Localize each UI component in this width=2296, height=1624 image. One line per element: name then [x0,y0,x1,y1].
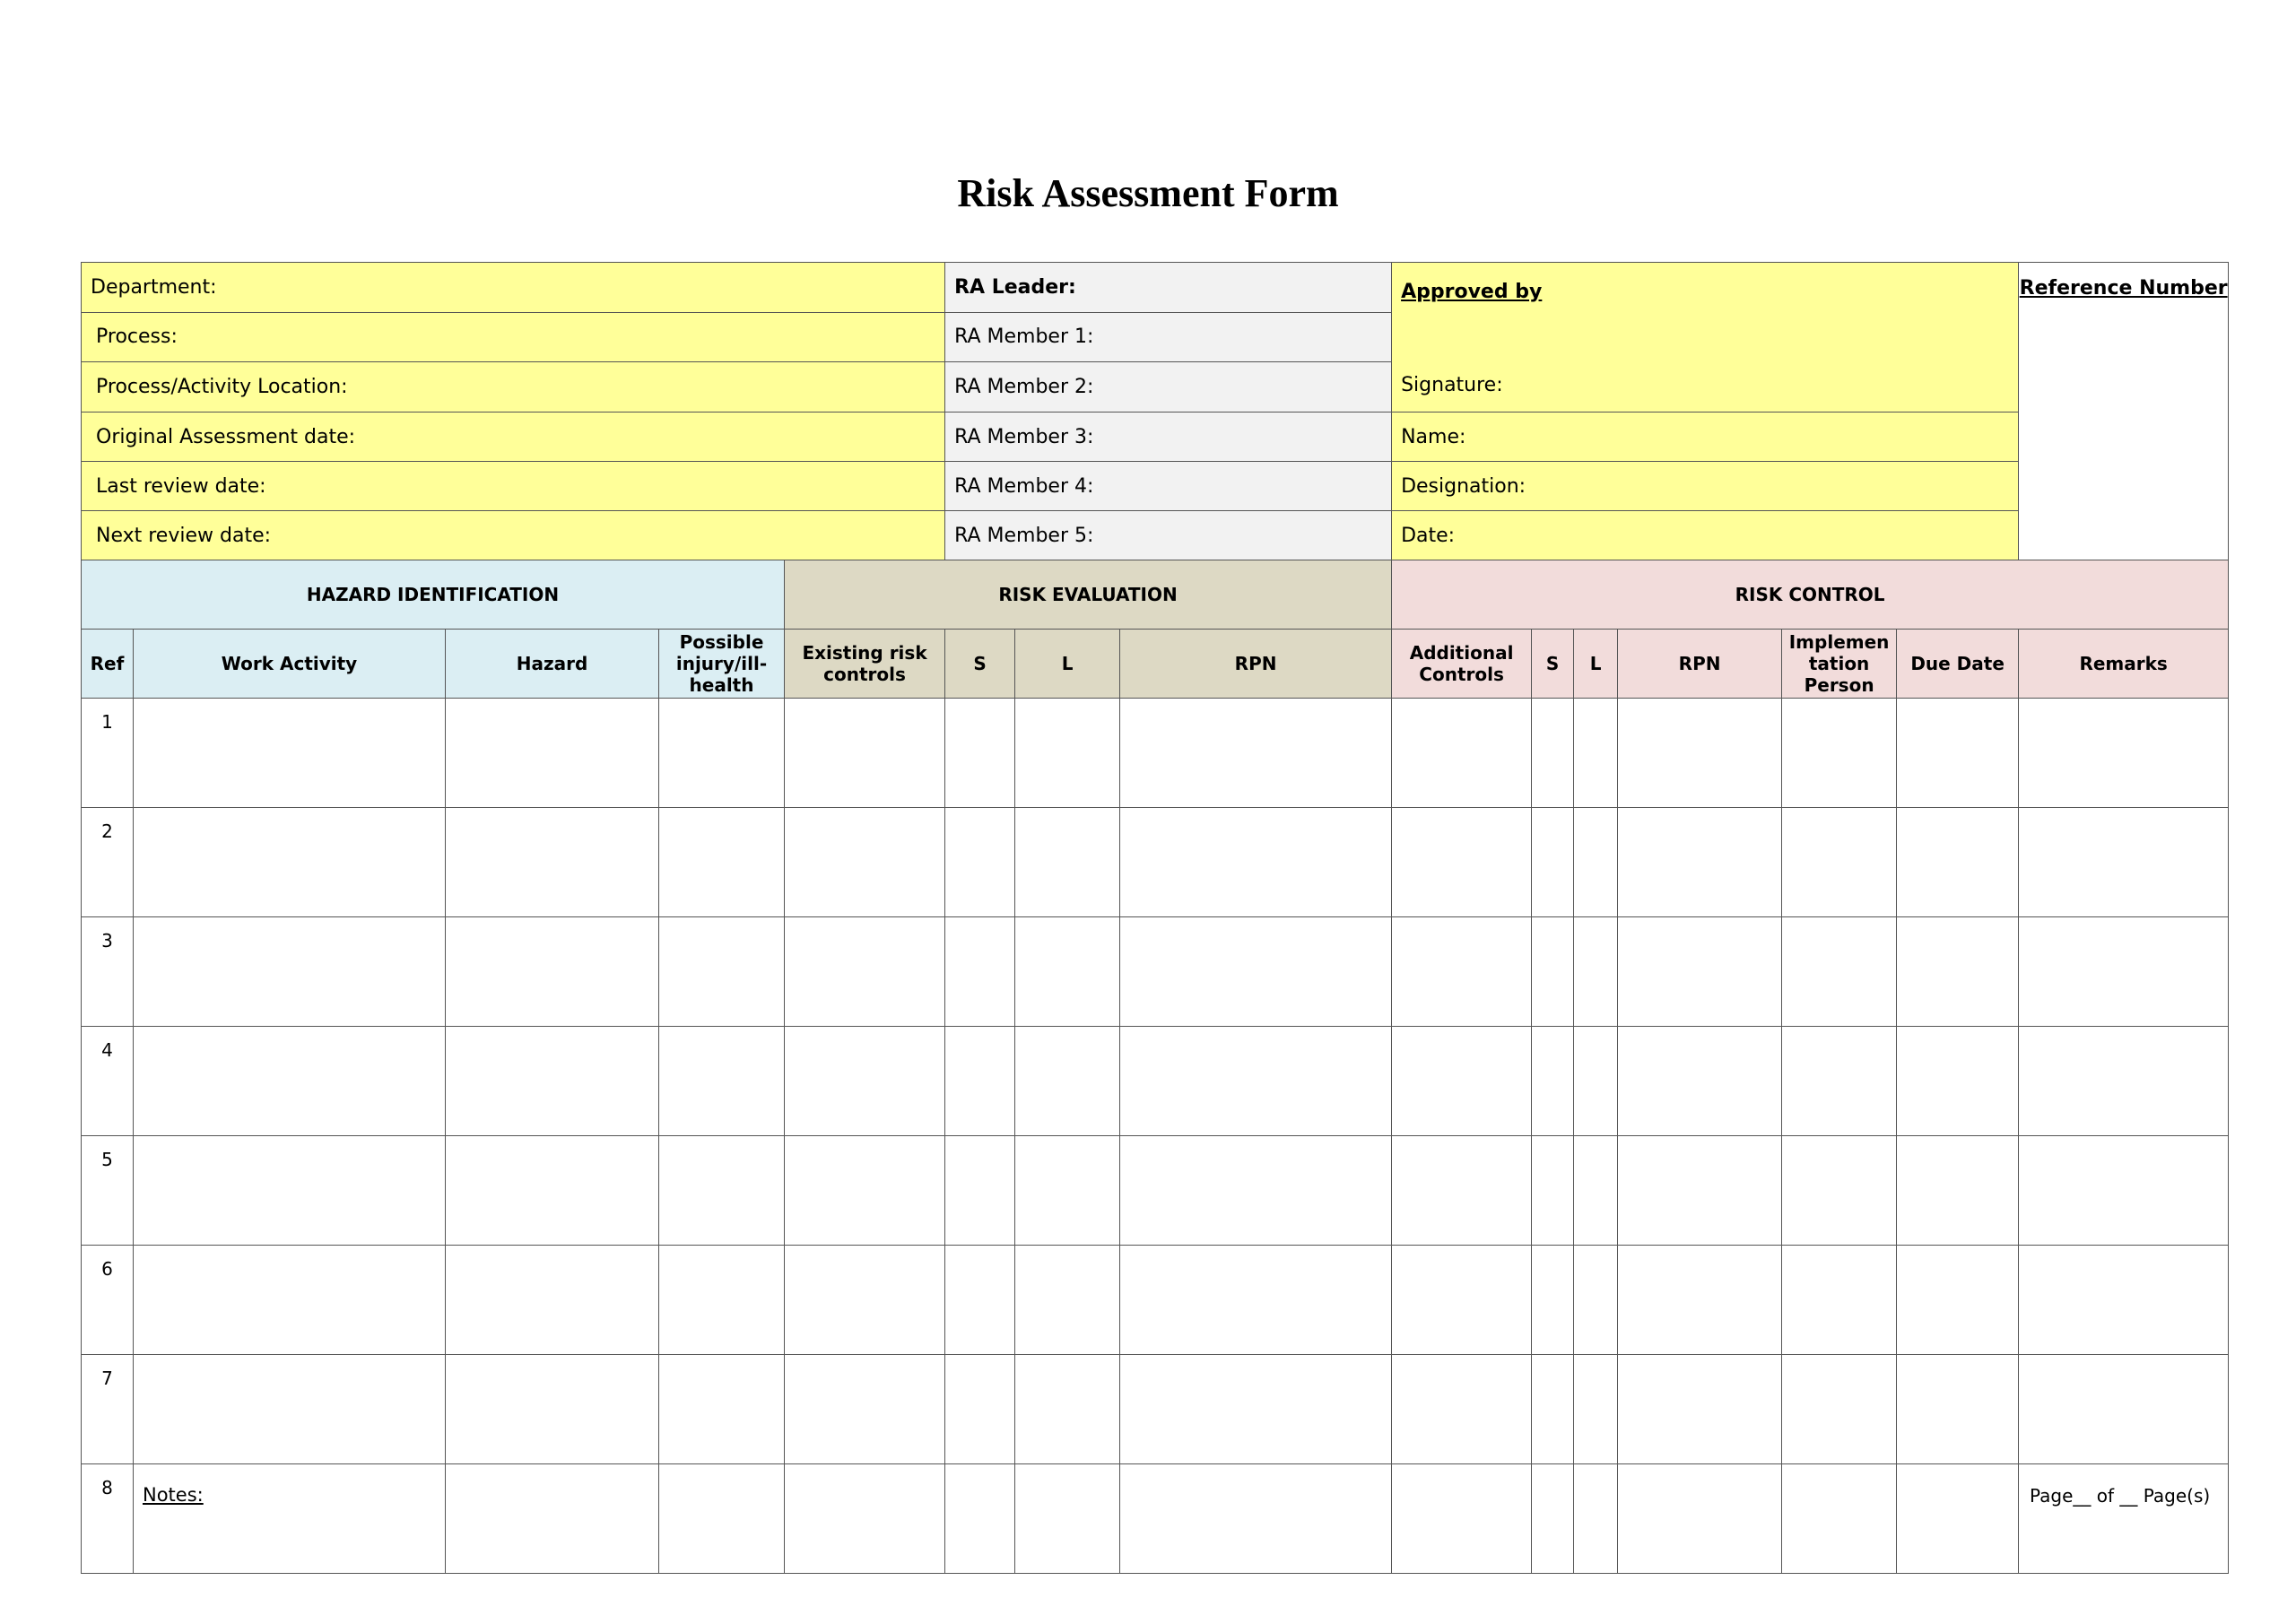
table-cell[interactable] [1015,699,1120,808]
table-row [82,1246,2229,1355]
table-cell[interactable] [945,1464,1015,1574]
table-cell[interactable] [1015,808,1120,917]
table-cell[interactable] [134,1355,446,1464]
table-cell[interactable] [1120,917,1392,1027]
col-control-rpn: RPN [1618,630,1782,699]
table-cell[interactable] [1574,808,1618,917]
header-row [82,511,2229,560]
page-count: Page__ of __ Page(s) [2030,1485,2211,1507]
row-ref: 4 [82,1027,134,1136]
col-control-l: L [1574,630,1618,699]
col-remarks: Remarks [2019,630,2229,699]
ra-member-4-field[interactable]: RA Member 4: [945,462,1392,511]
table-cell[interactable] [1897,699,2019,808]
table-cell[interactable] [1120,1136,1392,1246]
table-cell[interactable] [1897,1027,2019,1136]
table-cell[interactable] [1532,1246,1574,1355]
table-cell[interactable] [785,1027,945,1136]
date-field[interactable]: Date: [1392,511,2019,560]
table-cell[interactable] [2019,1355,2229,1464]
section-header-row [82,560,2229,630]
table-row [82,808,2229,917]
signature-label: Signature: [1401,374,1503,396]
table-cell[interactable] [1015,1355,1120,1464]
table-row [82,1464,2229,1574]
table-cell[interactable] [1015,1136,1120,1246]
table-cell[interactable] [1897,808,2019,917]
table-cell[interactable] [659,1136,785,1246]
col-implementation-person: Implemen tation Person [1782,630,1897,699]
table-cell[interactable] [1574,917,1618,1027]
table-cell[interactable] [446,699,659,808]
row-ref: 1 [82,699,134,808]
table-cell[interactable] [1897,917,2019,1027]
table-cell[interactable] [659,1355,785,1464]
original-assessment-date-field[interactable]: Original Assessment date: [82,413,945,462]
table-cell[interactable] [1782,1464,1897,1574]
col-control-s: S [1532,630,1574,699]
table-cell[interactable] [1782,917,1897,1027]
table-cell[interactable] [1782,699,1897,808]
table-cell[interactable] [446,1136,659,1246]
table-cell[interactable] [1574,1027,1618,1136]
ra-leader-field[interactable]: RA Leader: [945,263,1392,313]
table-cell[interactable] [1532,1136,1574,1246]
table-cell[interactable] [1782,808,1897,917]
table-cell[interactable] [785,699,945,808]
header-row [82,462,2229,511]
table-cell[interactable] [1532,699,1574,808]
department-field[interactable]: Department: [82,263,945,313]
table-cell[interactable] [1015,1246,1120,1355]
table-cell[interactable] [1897,1136,2019,1246]
table-cell[interactable] [1392,1246,1532,1355]
table-cell[interactable] [785,1246,945,1355]
table-cell[interactable] [1618,808,1782,917]
table-cell[interactable] [134,808,446,917]
table-cell[interactable] [1897,1464,2019,1574]
risk-evaluation-header: RISK EVALUATION [785,560,1392,630]
col-additional-controls: Additional Controls [1392,630,1532,699]
table-cell[interactable] [659,1027,785,1136]
table-cell[interactable] [659,917,785,1027]
table-cell[interactable] [1392,917,1532,1027]
table-cell[interactable] [1120,699,1392,808]
ra-member-1-field[interactable]: RA Member 1: [945,312,1392,362]
table-cell[interactable] [446,1027,659,1136]
table-cell[interactable] [1392,808,1532,917]
table-cell[interactable] [945,699,1015,808]
reference-number-label: Reference Number [2019,277,2228,300]
table-cell[interactable] [446,1355,659,1464]
col-eval-rpn: RPN [1120,630,1392,699]
column-header-row [82,630,2229,699]
table-cell[interactable] [1532,1355,1574,1464]
table-cell[interactable] [1015,917,1120,1027]
table-cell[interactable] [134,917,446,1027]
table-cell[interactable] [659,1464,785,1574]
table-cell[interactable] [785,1136,945,1246]
table-cell[interactable] [2019,699,2229,808]
table-cell[interactable] [659,808,785,917]
table-cell[interactable] [1392,1355,1532,1464]
table-cell[interactable] [1782,1246,1897,1355]
table-cell[interactable] [1392,1027,1532,1136]
designation-field[interactable]: Designation: [1392,462,2019,511]
table-cell[interactable] [1574,1136,1618,1246]
hazard-identification-header: HAZARD IDENTIFICATION [82,560,785,630]
row-ref: 7 [82,1355,134,1464]
row-ref: 8 [82,1464,134,1574]
table-cell[interactable] [2019,808,2229,917]
table-cell[interactable] [1392,1464,1532,1574]
col-possible-injury: Possible injury/ill-health [659,630,785,699]
table-cell[interactable] [1618,1027,1782,1136]
table-cell[interactable] [1015,1027,1120,1136]
process-field[interactable]: Process: [82,312,945,362]
table-cell[interactable] [945,1246,1015,1355]
ra-member-2-field[interactable]: RA Member 2: [945,362,1392,413]
table-cell[interactable] [1618,1355,1782,1464]
table-cell[interactable] [1574,699,1618,808]
name-field[interactable]: Name: [1392,413,2019,462]
col-ref: Ref [82,630,134,699]
table-cell[interactable] [945,1136,1015,1246]
table-cell[interactable] [1532,1027,1574,1136]
col-existing-controls: Existing risk controls [785,630,945,699]
table-cell[interactable] [1120,1027,1392,1136]
table-cell[interactable] [1897,1246,2019,1355]
table-row [82,1355,2229,1464]
table-cell[interactable] [1532,917,1574,1027]
col-due-date: Due Date [1897,630,2019,699]
table-cell[interactable] [945,808,1015,917]
table-cell[interactable] [1574,1246,1618,1355]
table-cell[interactable] [945,1027,1015,1136]
table-cell[interactable] [1618,917,1782,1027]
table-cell[interactable] [945,917,1015,1027]
table-cell[interactable] [1897,1355,2019,1464]
table-cell[interactable] [785,917,945,1027]
table-cell[interactable] [1618,1246,1782,1355]
table-row [82,1136,2229,1246]
table-cell[interactable] [1618,1464,1782,1574]
table-cell[interactable] [446,917,659,1027]
table-cell[interactable] [446,1246,659,1355]
table-cell[interactable] [134,1136,446,1246]
table-cell[interactable] [2019,917,2229,1027]
table-cell[interactable] [2019,1246,2229,1355]
table-cell[interactable] [1782,1136,1897,1246]
table-cell[interactable] [134,1027,446,1136]
table-cell[interactable] [785,1464,945,1574]
table-cell[interactable] [446,808,659,917]
table-cell[interactable] [1015,1464,1120,1574]
col-eval-s: S [945,630,1015,699]
col-hazard: Hazard [446,630,659,699]
last-review-date-field[interactable]: Last review date: [82,462,945,511]
table-cell[interactable] [1392,1136,1532,1246]
table-cell[interactable] [2019,1027,2229,1136]
table-cell[interactable] [659,699,785,808]
header-row [82,413,2229,462]
table-cell[interactable] [1618,699,1782,808]
ra-member-5-field[interactable]: RA Member 5: [945,511,1392,560]
table-cell[interactable] [134,699,446,808]
ra-member-3-field[interactable]: RA Member 3: [945,413,1392,462]
table-cell[interactable] [1574,1355,1618,1464]
table-cell[interactable] [1120,1355,1392,1464]
row-ref: 6 [82,1246,134,1355]
table-row [82,699,2229,808]
table-cell[interactable] [1782,1355,1897,1464]
risk-assessment-table [81,262,2229,1574]
table-cell[interactable] [134,1464,446,1574]
table-cell[interactable] [785,1355,945,1464]
page-title: Risk Assessment Form [957,171,1339,215]
col-eval-l: L [1015,630,1120,699]
table-row [82,1027,2229,1136]
row-ref: 2 [82,808,134,917]
table-cell[interactable] [1782,1027,1897,1136]
table-row [82,917,2229,1027]
next-review-date-field[interactable]: Next review date: [82,511,945,560]
table-cell[interactable] [659,1246,785,1355]
header-row [82,263,2229,313]
table-cell[interactable] [1120,1464,1392,1574]
table-cell[interactable] [134,1246,446,1355]
risk-control-header: RISK CONTROL [1392,560,2229,630]
approved-by-label: Approved by [1401,281,1543,303]
notes-label: Notes: [143,1484,204,1506]
row-ref: 5 [82,1136,134,1246]
table-cell[interactable] [1120,808,1392,917]
table-cell[interactable] [1532,808,1574,917]
table-cell[interactable] [446,1464,659,1574]
table-cell[interactable] [2019,1464,2229,1574]
table-cell[interactable] [1574,1464,1618,1574]
approved-by-block[interactable] [1392,263,2019,413]
location-field[interactable]: Process/Activity Location: [82,362,945,413]
table-cell[interactable] [785,808,945,917]
table-cell[interactable] [945,1355,1015,1464]
table-cell[interactable] [2019,1136,2229,1246]
table-cell[interactable] [1392,699,1532,808]
table-cell[interactable] [1532,1464,1574,1574]
table-cell[interactable] [1618,1136,1782,1246]
row-ref: 3 [82,917,134,1027]
col-work-activity: Work Activity [134,630,446,699]
table-cell[interactable] [1120,1246,1392,1355]
reference-number-cell[interactable] [2019,263,2229,560]
